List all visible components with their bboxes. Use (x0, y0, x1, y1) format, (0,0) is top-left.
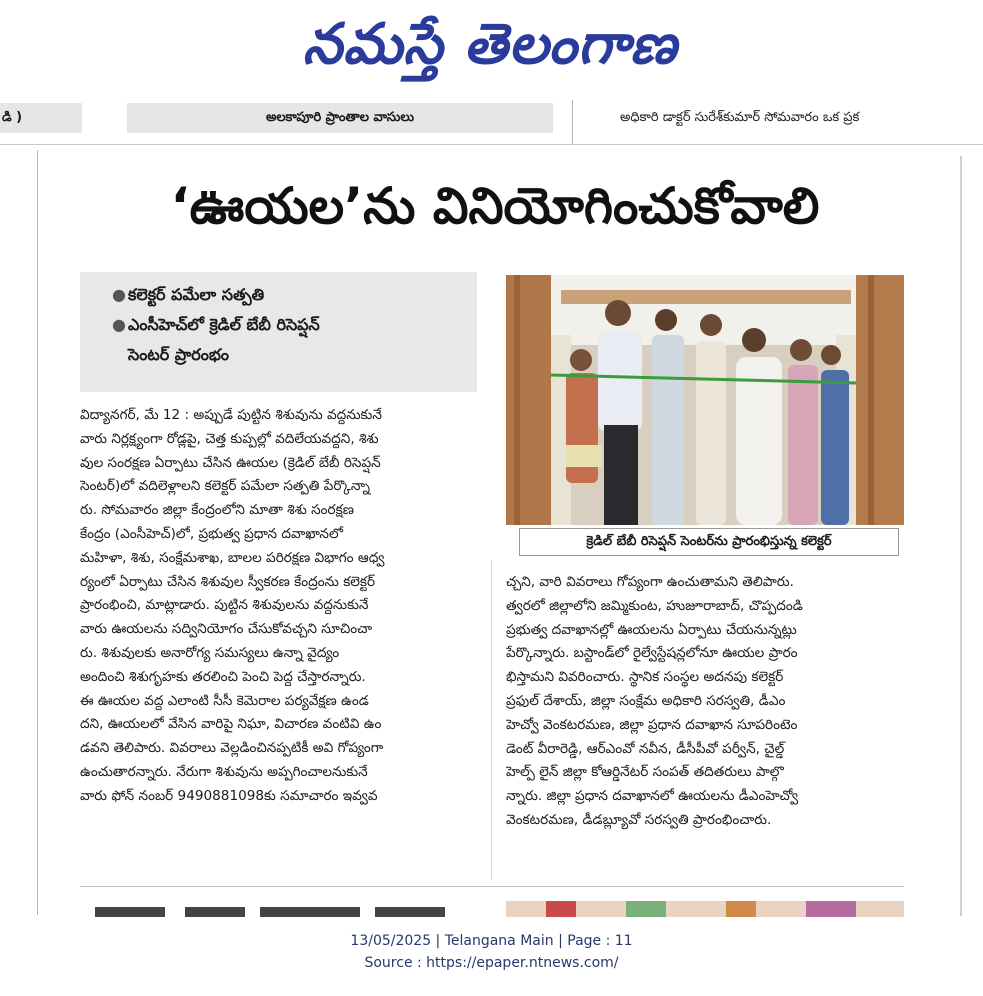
bullet-icon: ● (112, 285, 126, 304)
right-border (960, 156, 962, 916)
left-border (37, 150, 38, 915)
body-line: వెంకటరమణ, డీడబ్ల్యూవో సరస్వతి ప్రారంభించారు. (506, 811, 772, 828)
body-line: ప్రఫుల్ దేశాయ్, జిల్లా సంక్షేమ అధికారి సరస్వతి, డీఎం (506, 692, 786, 709)
article-headline: ‘ఊయల’ను వినియోగించుకోవాలి (170, 177, 820, 235)
article-photo (506, 275, 904, 525)
column-divider (572, 100, 573, 145)
body-line: వారు నిర్లక్ష్యంగా రోడ్లపై, చెత్త కుప్పల్లో వదిలేయవద్దని, శిశు (80, 430, 379, 447)
body-line: ఉంచుతారన్నారు. నేరుగా శిశువును అప్పగించాలనుకునే (80, 763, 368, 780)
body-line: వారు ఊయలను సద్వినియోగం చేసుకోవచ్చని సూచించా (80, 621, 373, 638)
body-line: విద్యానగర్, మే 12 : అప్పుడే పుట్టిన శిశువును వద్దనుకునే (80, 407, 382, 423)
body-line: త్వరలో జిల్లాలోని జమ్మికుంట, హుజూరాబాద్, చొప్పదండి (506, 597, 803, 614)
photo-caption: క్రెడిల్ బేబీ రిసెప్షన్ సెంటర్‌ను ప్రారంభిస్తున్న కలెక్టర్ (519, 528, 899, 556)
deck-item-continued: సెంటర్ ప్రారంభం (128, 345, 229, 364)
body-line: పేర్కొన్నారు. బస్టాండ్‌లో రైల్వేస్టేషన్లలోనూ ఊయల ప్రారం (506, 645, 798, 662)
body-line: భిస్తామని వివరించారు. స్థానిక సంస్థల అదనపు కలెక్టర్ (506, 669, 784, 686)
body-line: రు. శిశువులకు అనారోగ్య సమస్యలు ఉన్నా వైద్యం (80, 644, 340, 661)
body-line: వారు ఫోన్ నంబర్ 9490881098కు సమాచారం ఇవ్వవ (80, 787, 378, 804)
body-line: న్నారు. జిల్లా ప్రధాన దవాఖానలో ఊయలను డీఎంహెచ్వో (506, 788, 799, 805)
next-story-image-fragment (506, 901, 904, 917)
body-line: డవని తెలిపారు. వివరాలు వెల్లడించినప్పటికీ అవి గోప్యంగా (80, 740, 384, 757)
body-line: వుల సంరక్షణ ఏర్పాటు చేసిన ఊయల (క్రెడిల్ బేబీ రిసెప్షన్ (80, 454, 381, 471)
page-footer (0, 930, 983, 974)
body-line: దని, ఊయలలో వేసిన వారిపై నిఘా, విచారణ వంటివి ఉం (80, 716, 382, 733)
body-line: డెంట్ వీరారెడ్డి, ఆర్ఎంవో నవీన, డీసీపీవో పర్వీన్, చైల్డ్ (506, 740, 785, 757)
body-line: రు. సోమవారం జిల్లా కేంద్రంలోని మాతా శిశు సంరక్షణ (80, 502, 354, 519)
body-line: కేంద్రం (ఎంసీహెచ్)లో, ప్రభుత్వ ప్రధాన దవాఖానలో (80, 525, 343, 542)
body-line: సెంటర్)లో వదిలెళ్లాలని కలెక్టర్ పమేలా సత్పతి పేర్కొన్నా (80, 478, 370, 495)
deck-item: ● ఎంసీహెచ్‌లో క్రెడిల్ బేబీ రిసెప్షన్ (128, 310, 467, 340)
strip-middle-text: అలకాపూరి ప్రాంతాల వాసులు (127, 103, 553, 133)
text-column-divider (491, 560, 492, 880)
article-body-right (506, 571, 904, 833)
footer-source-line[interactable]: Source : https://epaper.ntnews.com/ (364, 955, 619, 971)
body-line: ర్యంలో ఏర్పాటు చేసిన శిశువుల స్వీకరణ కేంద్రంను కలెక్టర్ (80, 573, 376, 590)
body-line: ప్రభుత్వ దవాఖానల్లో ఊయలను ఏర్పాటు చేయనున్నట్లు (506, 621, 797, 638)
strip-left-text: డి ) (0, 103, 82, 133)
article-body-left (80, 404, 477, 809)
bullet-icon: ● (112, 315, 126, 334)
masthead (0, 0, 983, 95)
deck-item: ● కలెక్టర్ పమేలా సత్పతి (128, 280, 467, 310)
body-line: చ్చని, వారి వివరాలు గోప్యంగా ఉంచుతామని తెలిపారు. (506, 574, 794, 590)
article-deck (80, 272, 477, 392)
bottom-divider (80, 886, 904, 887)
body-line: ఈ ఊయల వద్ద ఎలాంటి సీసీ కెమెరాల పర్యవేక్షణ ఉండ (80, 692, 369, 709)
body-line: హెల్ప్ లైన్ జిల్లా కోఆర్డినేటర్ సంపత్ తదితరులు పాల్గొ (506, 764, 784, 781)
top-divider (0, 144, 983, 145)
newspaper-logo: నమస్తే తెలంగాణ (302, 12, 678, 77)
next-story-fragment (95, 903, 455, 919)
footer-edition-line: 13/05/2025 | Telangana Main | Page : 11 (350, 933, 633, 949)
body-line: ప్రారంభించి, మాట్లాడారు. పుట్టిన శిశువులను వద్దనుకునే (80, 597, 369, 614)
body-line: హెచ్వో వెంకటరమణ, జిల్లా ప్రధాన దవాఖాన సూపరింటెం (506, 716, 798, 733)
body-line: అందించి శిశుగృహకు తరలించి పెంచి పెద్ద చేస్తారన్నారు. (80, 668, 366, 685)
strip-right-text: అధికారి డాక్టర్ సురేశ్‌కుమార్ సోమవారం ఒక ప్రక (620, 110, 860, 125)
body-line: మహిళా, శిశు, సంక్షేమశాఖ, బాలల పరిరక్షణ విభాగం ఆధ్వ (80, 549, 385, 566)
